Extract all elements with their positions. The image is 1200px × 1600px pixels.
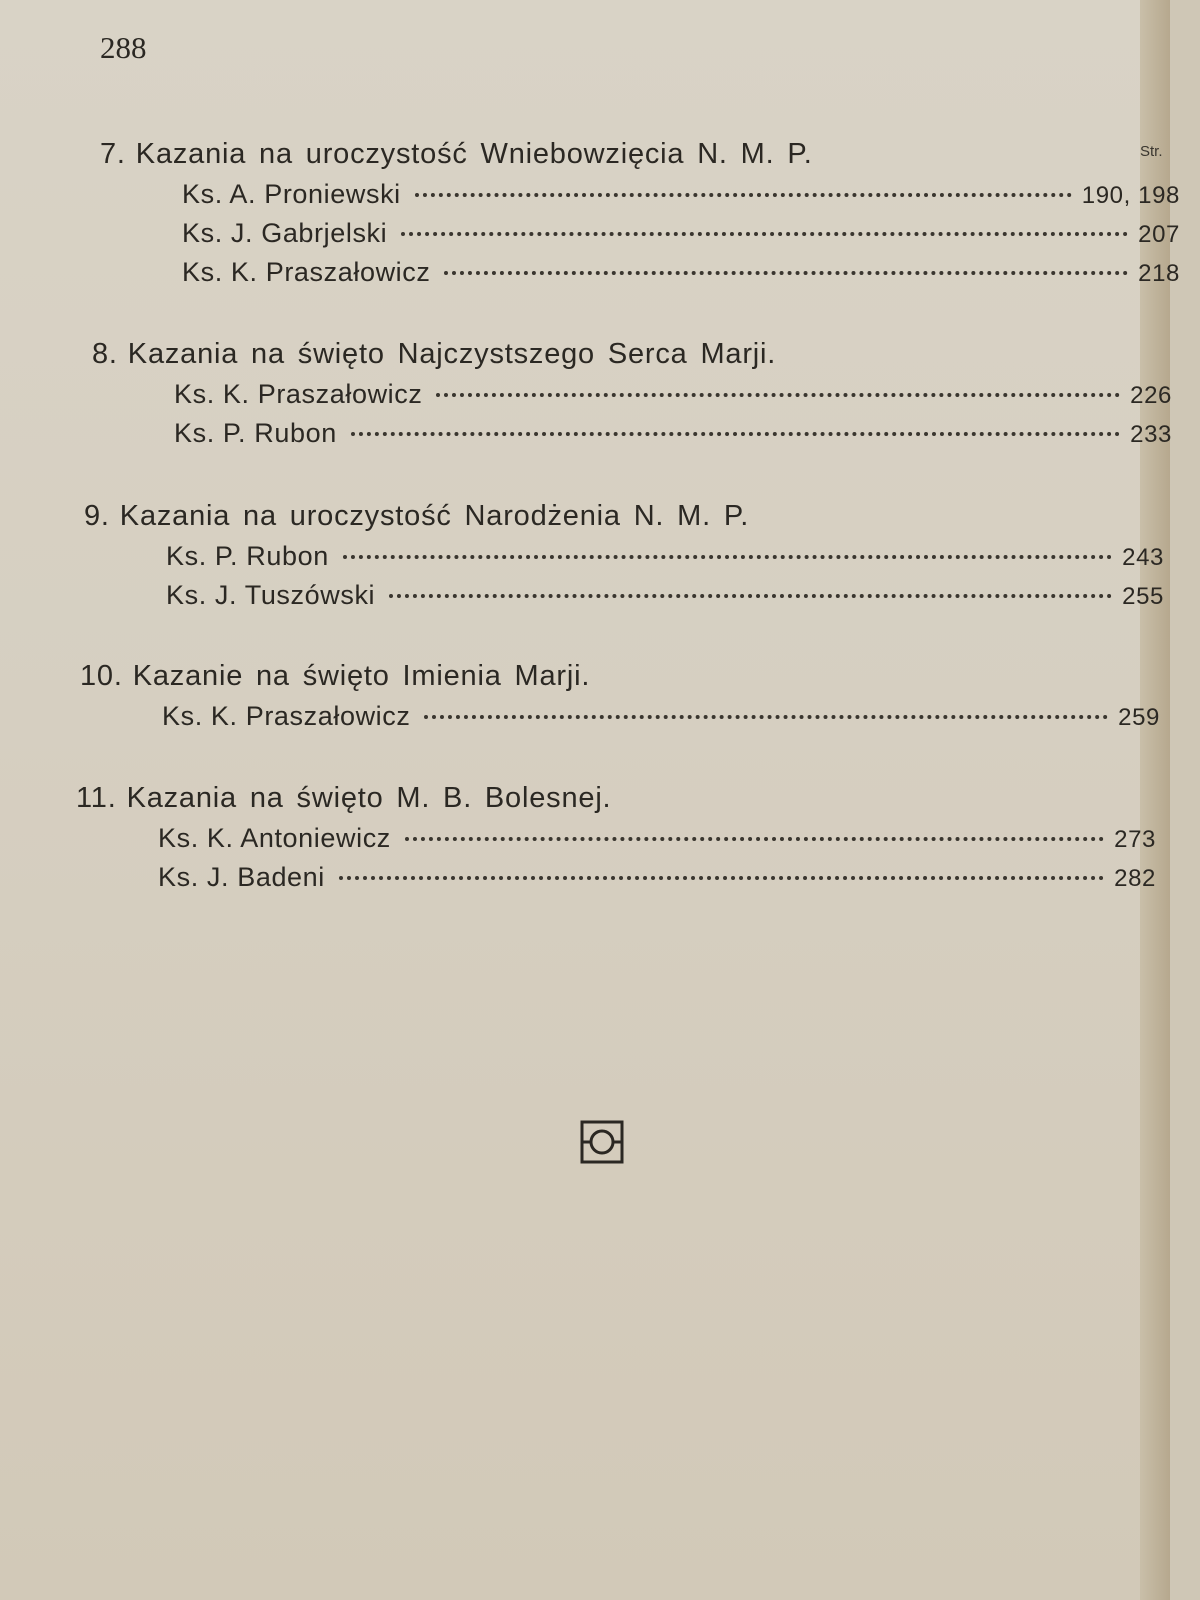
toc-entry: [166, 580, 1164, 619]
entry-list: [182, 179, 1180, 296]
dot-leader: [405, 837, 1104, 841]
section-title: [84, 500, 1164, 533]
toc-entry: [158, 823, 1156, 862]
dot-leader: [343, 555, 1112, 559]
section-title-text: Kazania na uroczystość Wniebowzięcia N. M. P.: [135, 138, 813, 170]
entry-pages: 190, 198: [1081, 182, 1180, 209]
section-title: [100, 138, 1180, 171]
entry-author: Ks. K. Praszałowicz: [162, 701, 411, 731]
entry-pages: 282: [1114, 865, 1156, 892]
toc-entry: [166, 541, 1164, 580]
section-title: [92, 338, 1172, 371]
entry-author: Ks. J. Badeni: [158, 862, 325, 892]
toc-section-9: [84, 500, 1164, 619]
section-number: 7.: [100, 138, 126, 170]
entry-pages: 259: [1118, 704, 1160, 731]
toc-section-7: [100, 138, 1180, 296]
page-number: 288: [100, 30, 147, 65]
column-header-pages: Str.: [1140, 143, 1163, 160]
entry-pages: 226: [1130, 382, 1172, 409]
dot-leader: [389, 594, 1112, 598]
section-number: 9.: [84, 500, 110, 532]
entry-list: [162, 701, 1160, 740]
entry-pages: 255: [1122, 583, 1164, 610]
dot-leader: [415, 193, 1072, 197]
section-title: [80, 660, 1160, 693]
toc-entry: [182, 179, 1180, 218]
section-title-text: Kazania na święto M. B. Bolesnej.: [126, 782, 612, 814]
section-number: 11.: [76, 782, 117, 814]
toc-section-10: [80, 660, 1160, 740]
section-number: 10.: [80, 660, 123, 692]
dot-leader: [351, 432, 1120, 436]
entry-author: Ks. J. Tuszówski: [166, 580, 376, 610]
entry-author: Ks. K. Praszałowicz: [182, 257, 431, 287]
dot-leader: [424, 715, 1108, 719]
dot-leader: [401, 232, 1128, 236]
entry-list: [158, 823, 1156, 901]
entry-author: Ks. P. Rubon: [174, 418, 337, 448]
entry-author: Ks. P. Rubon: [166, 541, 329, 571]
entry-pages: 243: [1122, 544, 1164, 571]
toc-entry: [158, 862, 1156, 901]
toc-entry: [162, 701, 1160, 740]
entry-pages: 273: [1114, 826, 1156, 853]
entry-pages: 233: [1130, 421, 1172, 448]
entry-author: Ks. K. Praszałowicz: [174, 379, 423, 409]
entry-author: Ks. K. Antoniewicz: [158, 823, 391, 853]
toc-entry: [182, 257, 1180, 296]
section-title-text: Kazania na święto Najczystszego Serca Marji.: [127, 338, 777, 370]
entry-list: [166, 541, 1164, 619]
entry-pages: 207: [1138, 221, 1180, 248]
toc-section-8: [92, 338, 1172, 457]
section-title-text: Kazania na uroczystość Narodżenia N. M. P.: [119, 500, 750, 532]
section-number: 8.: [92, 338, 118, 370]
dot-leader: [444, 271, 1128, 275]
entry-author: Ks. A. Proniewski: [182, 179, 401, 209]
dot-leader: [436, 393, 1120, 397]
dot-leader: [339, 876, 1104, 880]
section-title: [76, 782, 1156, 815]
entry-pages: 218: [1138, 260, 1180, 287]
square-knot-ornament-icon: [580, 1120, 624, 1164]
toc-entry: [174, 379, 1172, 418]
toc-entry: [174, 418, 1172, 457]
toc-section-11: [76, 782, 1156, 901]
section-title-text: Kazanie na święto Imienia Marji.: [132, 660, 591, 692]
entry-list: [174, 379, 1172, 457]
entry-author: Ks. J. Gabrjelski: [182, 218, 388, 248]
toc-entry: [182, 218, 1180, 257]
